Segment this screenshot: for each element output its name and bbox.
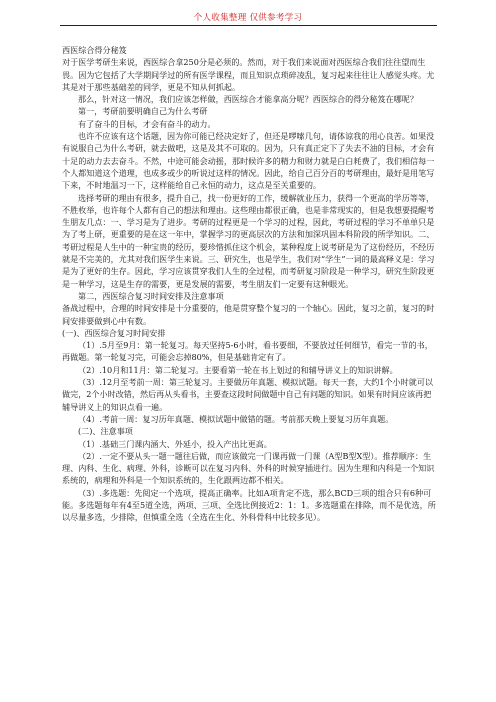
paragraph: （3）.12月至考前一周：第三轮复习。主要做历年真题、模拟试题。每天一套，大约1个小时就可以做完，2个小时改错，然后再从头看书，主要查这段时间做题中自己有问题的知识。如果有时间应该再把辅导讲义上的知识点看一遍。	[62, 377, 434, 412]
document-body	[62, 44, 436, 524]
paragraph: 那么，针对这一情况，我们应该怎样做，西医综合才能拿高分呢？西医综合的得分秘笈在哪呢？	[78, 94, 418, 105]
paragraph: （2）.一定不要从头一题一题往后做，而应该做完一门课再做一门课（A型B型X型）。推荐顺序：生理、内科、生化、病理、外科，诊断可以在复习内科、外科的时候穿插进行。因为生理和内科是一个知识系统的，病理和外科是一个知识系统的，生化跟两边都不相关。	[62, 450, 435, 486]
page-header	[0, 0, 496, 34]
paragraph: 选择考研的理由有很多，提升自己，找一份更好的工作，缓解就业压力，获得一个更高的学历等等，不胜枚举，也许每个人都有自己的想法和理由。这些理由都很正确，也是非常现实的，但是我想要提醒考生朋友几点：一、学习是为了进步。考研的过程更是一个学习的过程，因此，考研过程的学习不单单只是为了考上研，更重要的是在这一年中，掌握学习的更高层次的方法和加深巩固本科阶段的所学知识。二、考研过程是人生中的一种宝贵的经历，要珍惜抓住这个机会，某种程度上说考研是为了这份经历，不经历就是不完美的，尤其对我们医学生来说。三、研究生，也是学生，我们对“学生”一词的最高释义是：学习是为了更好的生存。因此，学习应该贯穿我们人生的全过程，而考研复习阶段是一种学习，研究生阶段更是一种学习，这是生存的需要，更是发展的需要，考生朋友们一定要有这种眼光。	[62, 192, 435, 289]
paragraph: 第一，考研前要明确自己为什么考研	[78, 106, 208, 117]
paragraph: 也许不应该有这个话题，因为你可能已经决定好了，但还是啰嗦几句，请体谅我的用心良苦。如果没有说服自己为什么考研，就去做吧，这是及其不可取的。因为，只有真正定下了失去不油的目标，才会有十足的动力去去奋斗。不然，中途可能会动摇，那时候许多的精力和财力就是白白耗费了，我们相信每一个人都知道这个道理，也成多或少的听说过这样的情况。因此，给自己百分百的考研理由，最好是用笔写下来，不时地温习一下，这样能给自己永恒的动力，这点是至关重要的。	[62, 131, 435, 191]
paragraph: (一)、西医综合复习时间安排	[62, 327, 166, 338]
paragraph: （3）.多选题：先阅定一个选项，提高正确率。比如A项肯定不选，那么BCD三项的组合只有6种可能。多选题每年有4至5道全选，两项、三项、全选比例接近2：1：1。多选题重在排除，而不是优选，所以尽量多选，少排除，但慎重全选（全选在生化、外科骨科中比较多见）。	[62, 487, 436, 523]
paragraph: 备战过程中，合理的时间安排是十分重要的，他是贯穿整个复习的一个轴心。因此，复习之前，复习的时间安排要做到心中有数。	[62, 303, 435, 326]
header-divider	[60, 25, 437, 26]
paragraph: (二)、注意事项	[78, 426, 133, 437]
paragraph: （4）.考前一周：复习历年真题、模拟试题中做错的题。考前那天晚上要复习历年真题。	[78, 413, 394, 424]
paragraph: 第二，西医综合复习时间安排及注意事项	[78, 290, 224, 301]
paragraph-list	[62, 56, 436, 523]
paragraph: （2）.10月和11月：第二轮复习。主要看第一轮在书上划过的和辅导讲义上的知识讲解。	[78, 364, 398, 375]
paragraph: 有了奋斗的目标，才会有奋斗的动力。	[78, 118, 216, 129]
paragraph: （1）.5月至9月：第一轮复习。每天坚持5-6小时，看书要细，不要放过任何细节，看完一节的书，再做题。第一轮复习完，可能会忘掉80%，但是基础肯定有了。	[62, 340, 433, 363]
paragraph: 对于医学考研生来说，西医综合拿250分是必须的。然而，对于我们来说面对西医综合我们往往望而生畏。因为它包括了大学期间学过的所有医学课程，而且知识点琐碎凌乱，复习起来往往让人感觉头疼。尤其是对于那些基础差的同学，更是不知从何抓起。	[62, 57, 435, 92]
document-title: 西医综合得分秘笈	[62, 45, 127, 55]
header-note: 个人收集整理 仅供参考学习	[193, 13, 303, 23]
paragraph: （1）.基础三门课内涵大、外延小，投入产出比更高。	[78, 438, 272, 449]
